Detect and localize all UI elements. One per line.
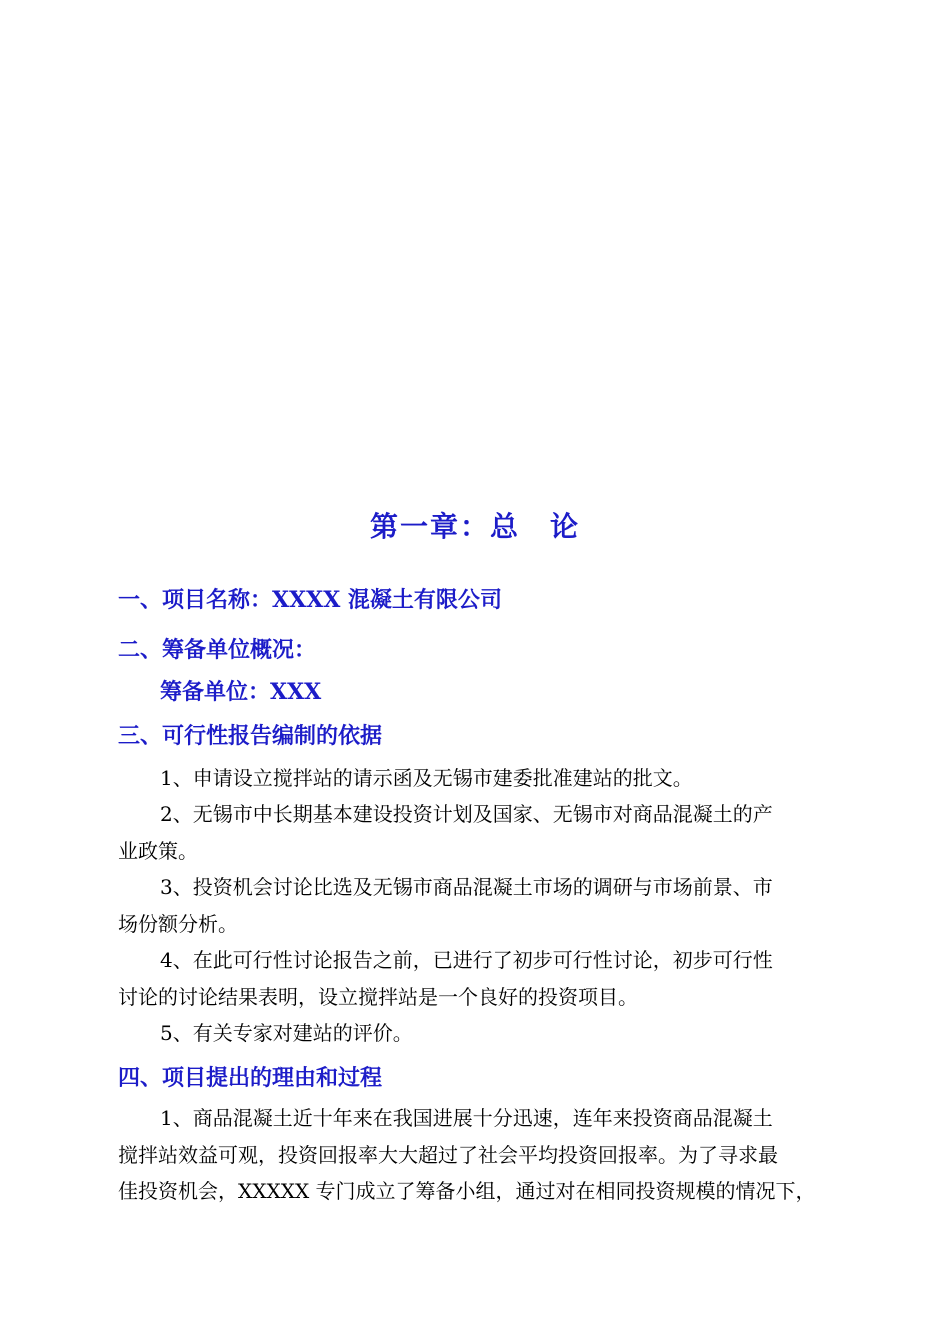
paragraph-line: 2、无锡市中长期基本建设投资计划及国家、无锡市对商品混凝土的产 (160, 802, 773, 826)
preparation-unit-name: 筹备单位：XXX (160, 679, 322, 705)
paragraph-line: 1、申请设立搅拌站的请示函及无锡市建委批准建站的批文。 (160, 766, 693, 790)
basis-item-2 (118, 796, 862, 869)
basis-item-3 (118, 869, 862, 942)
section-heading-preparation-unit: 二、筹备单位概况： (118, 637, 317, 663)
paragraph-line: 5、有关专家对建站的评价。 (160, 1021, 413, 1045)
section-heading-reasons: 四、项目提出的理由和过程 (118, 1065, 383, 1091)
basis-item-5 (118, 1015, 862, 1052)
section-heading-project-name: 一、项目名称：XXXX 混凝土有限公司 (118, 587, 502, 613)
section-heading-basis: 三、可行性报告编制的依据 (118, 723, 383, 749)
basis-item-1 (118, 760, 862, 797)
paragraph-line: 1、商品混凝土近十年来在我国进展十分迅速，连年来投资商品混凝土 (160, 1106, 773, 1130)
paragraph-line: 搅拌站效益可观，投资回报率大大超过了社会平均投资回报率。为了寻求最 (118, 1142, 778, 1167)
paragraph-line: 业政策。 (118, 838, 198, 863)
paragraph-line: 佳投资机会，XXXXX 专门成立了筹备小组，通过对在相同投资规模的情况下， (118, 1179, 816, 1203)
paragraph-line: 场份额分析。 (118, 911, 238, 936)
reasons-item-1 (118, 1100, 862, 1210)
chapter-title: 第一章：总 论 (369, 510, 580, 543)
basis-item-4 (118, 942, 862, 1015)
paragraph-line: 讨论的讨论结果表明，设立搅拌站是一个良好的投资项目。 (118, 984, 638, 1009)
paragraph-line: 3、投资机会讨论比选及无锡市商品混凝土市场的调研与市场前景、市 (160, 875, 773, 899)
paragraph-line: 4、在此可行性讨论报告之前，已进行了初步可行性讨论，初步可行性 (160, 948, 773, 972)
